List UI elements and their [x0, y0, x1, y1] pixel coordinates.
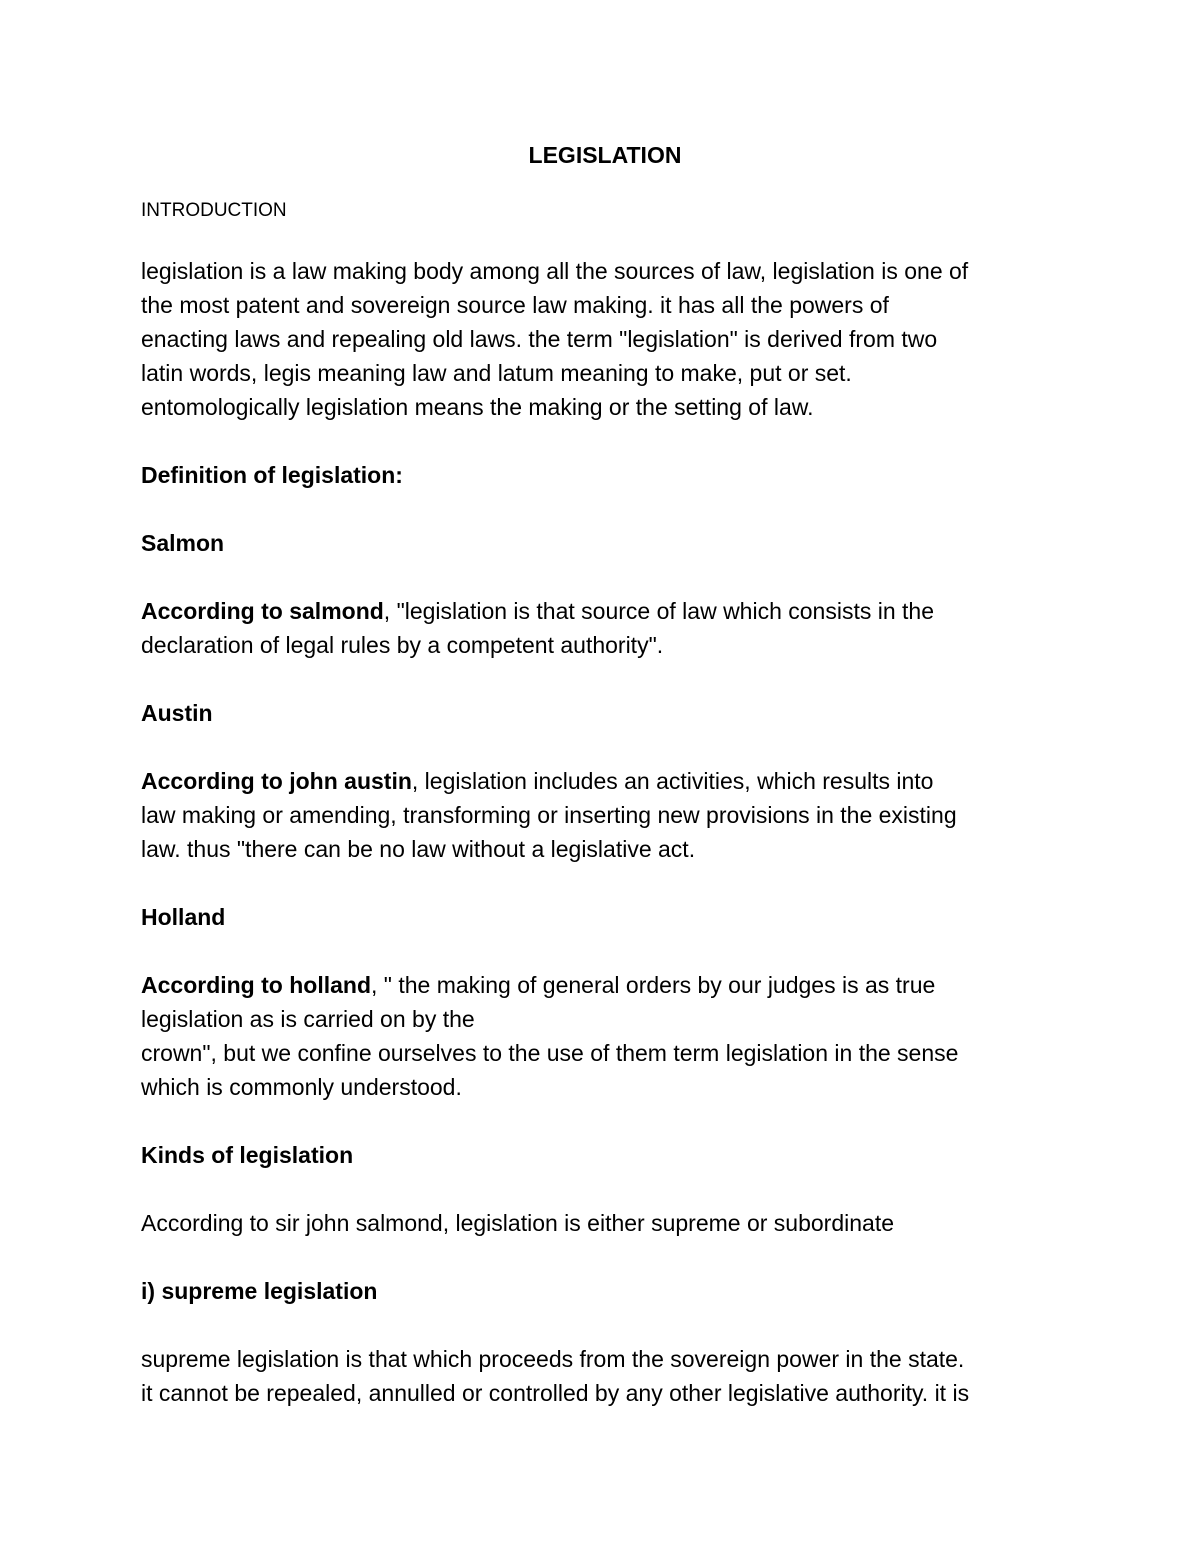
- holland-lead: According to holland: [141, 972, 371, 998]
- document-title: LEGISLATION: [528, 142, 682, 168]
- definition-heading: Definition of legislation:: [141, 462, 403, 488]
- austin-line: law. thus "there can be no law without a legislative act.: [141, 836, 696, 862]
- introduction-line: enacting laws and repealing old laws. the term "legislation" is derived from two: [141, 326, 938, 352]
- supreme-line: it cannot be repealed, annulled or controlled by any other legislative authority. it is: [141, 1380, 970, 1406]
- salmon-heading: Salmon: [141, 530, 225, 556]
- kinds-paragraph: According to sir john salmond, legislation is either supreme or subordinate: [141, 1210, 895, 1236]
- kinds-heading: Kinds of legislation: [141, 1142, 354, 1168]
- austin-lead: According to john austin: [141, 768, 412, 794]
- salmon-line: declaration of legal rules by a competent authority".: [141, 632, 664, 658]
- holland-heading: Holland: [141, 904, 226, 930]
- austin-line-rest: , legislation includes an activities, which results into: [411, 768, 934, 794]
- holland-line: [141, 968, 1071, 1002]
- salmon-line-rest: , "legislation is that source of law which consists in the: [383, 598, 934, 624]
- supreme-line: supreme legislation is that which proceeds from the sovereign power in the state.: [141, 1346, 965, 1372]
- austin-line: [141, 764, 1071, 798]
- supreme-paragraph: [141, 1342, 1071, 1410]
- salmon-line: [141, 594, 1071, 628]
- austin-paragraph: [141, 764, 1071, 866]
- holland-line: which is commonly understood.: [141, 1074, 462, 1100]
- document-page: [141, 138, 1071, 1444]
- introduction-line: latin words, legis meaning law and latum meaning to make, put or set.: [141, 360, 852, 386]
- holland-line-rest: , " the making of general orders by our judges is as true: [371, 972, 936, 998]
- austin-heading: Austin: [141, 700, 213, 726]
- supreme-heading: i) supreme legislation: [141, 1278, 378, 1304]
- holland-paragraph: [141, 968, 1071, 1104]
- holland-line: legislation as is carried on by the: [141, 1006, 475, 1032]
- introduction-line: the most patent and sovereign source law making. it has all the powers of: [141, 292, 889, 318]
- introduction-line: legislation is a law making body among all the sources of law, legislation is one of: [141, 258, 969, 284]
- salmon-lead: According to salmond: [141, 598, 384, 624]
- salmon-paragraph: [141, 594, 1071, 662]
- introduction-line: entomologically legislation means the making or the setting of law.: [141, 394, 814, 420]
- austin-line: law making or amending, transforming or inserting new provisions in the existing: [141, 802, 957, 828]
- holland-line: crown", but we confine ourselves to the use of them term legislation in the sense: [141, 1040, 959, 1066]
- introduction-paragraph: [141, 254, 1071, 424]
- introduction-label: INTRODUCTION: [141, 200, 287, 221]
